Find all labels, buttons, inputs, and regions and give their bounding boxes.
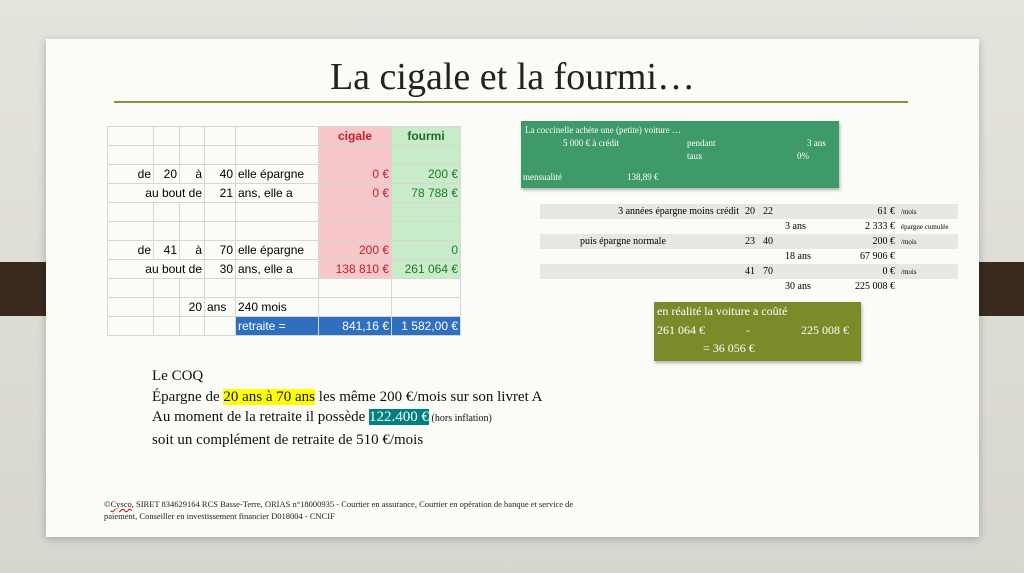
unit: /mois <box>901 268 917 276</box>
reality-minus: - <box>746 323 750 337</box>
table-row <box>540 249 958 264</box>
footer-line-1 <box>104 498 704 510</box>
retraite-fourmi: 1 582,00 € <box>392 317 461 336</box>
years-value: 20 <box>180 298 205 317</box>
table-row <box>108 317 461 336</box>
to: 70 <box>760 264 782 279</box>
from: 41 <box>742 264 760 279</box>
pendant-value: 3 ans <box>807 138 826 148</box>
header-cigale: cigale <box>319 127 392 146</box>
table-row <box>108 260 461 279</box>
comparison-table <box>107 126 461 336</box>
from: 20 <box>742 204 760 219</box>
footer-text: , SIRET 834629164 RCS Basse-Terre, ORIAS n°18000935 - Courtier en assurance, Courtier en opération de banque et service de <box>131 499 574 509</box>
table-row <box>108 146 461 165</box>
months-value: 240 <box>238 300 259 314</box>
duration <box>782 204 842 219</box>
cell: 41 <box>154 241 180 260</box>
coq-line-1 <box>152 387 543 408</box>
table-row <box>108 165 461 184</box>
pendant-label: pendant <box>687 138 716 148</box>
amount: 0 € <box>842 264 898 279</box>
amount: 2 333 € <box>865 221 895 232</box>
copyright-symbol: © <box>104 499 111 509</box>
unit: épargne cumulée <box>901 223 949 231</box>
mensualite-label: mensualité <box>523 172 562 182</box>
cell: de <box>108 165 154 184</box>
cell: 40 <box>205 165 236 184</box>
coq-text-block <box>152 366 543 450</box>
highlight-amount: 122.400 € <box>369 409 430 425</box>
amount: 61 € <box>842 204 898 219</box>
highlight-years: 20 ans à 70 ans <box>223 388 316 405</box>
table-row <box>108 298 461 317</box>
reality-title: en réalité la voiture a coûté <box>657 304 788 318</box>
reality-box <box>654 302 861 361</box>
to: 22 <box>760 204 782 219</box>
cigale-cell: 0 € <box>319 165 392 184</box>
mensualite-value: 138,89 € <box>627 172 659 182</box>
months-label: mois <box>261 300 287 314</box>
cell: 20 <box>154 165 180 184</box>
title-underline <box>114 101 908 103</box>
fourmi-cell: 200 € <box>392 165 461 184</box>
cell: au bout de <box>108 184 205 203</box>
cell: 30 <box>205 260 236 279</box>
cigale-cell: 138 810 € <box>319 260 392 279</box>
cell: elle épargne <box>236 165 319 184</box>
coq-title: Le COQ <box>152 368 204 384</box>
table-row <box>108 241 461 260</box>
brand: Cysco <box>110 499 132 509</box>
cell: elle épargne <box>236 241 319 260</box>
cell: 70 <box>205 241 236 260</box>
credit-text: 5 000 € à crédit <box>563 138 619 148</box>
header-fourmi: fourmi <box>392 127 461 146</box>
slide <box>46 39 979 537</box>
cell: ans, elle a <box>236 260 319 279</box>
text: Épargne de <box>152 388 224 405</box>
row-label: 3 années épargne moins crédit <box>540 204 742 219</box>
reality-right: 225 008 € <box>801 323 849 337</box>
cigale-cell: 0 € <box>319 184 392 203</box>
coccinelle-title: La coccinelle achète une (petite) voiture … <box>525 125 681 135</box>
cell: de <box>108 241 154 260</box>
cell: à <box>180 241 205 260</box>
slide-title: La cigale et la fourmi… <box>329 56 696 98</box>
footer <box>104 498 704 522</box>
from: 23 <box>742 234 760 249</box>
retraite-label: retraite = <box>236 317 319 336</box>
text: les même 200 €/mois sur son livret A <box>315 388 543 405</box>
taux-value: 0% <box>797 151 809 161</box>
cell: ans, elle a <box>236 184 319 203</box>
table-row <box>540 264 958 279</box>
table-row <box>108 279 461 298</box>
amount: 67 906 € <box>860 251 895 262</box>
fourmi-cell: 261 064 € <box>392 260 461 279</box>
cell: à <box>180 165 205 184</box>
cigale-cell: 200 € <box>319 241 392 260</box>
duration: 3 ans <box>785 221 806 232</box>
table-row <box>540 279 958 294</box>
reality-left: 261 064 € <box>657 323 705 337</box>
coq-line-3: soit un complément de retraite de 510 €/mois <box>152 431 424 448</box>
savings-table <box>540 204 958 294</box>
cell: au bout de <box>108 260 205 279</box>
taux-label: taux <box>687 151 703 161</box>
years-label: ans <box>205 298 236 317</box>
table-row <box>540 234 958 249</box>
duration: 30 ans <box>785 281 811 292</box>
text: Au moment de la retraite il possède <box>152 409 370 425</box>
cell: 21 <box>205 184 236 203</box>
table-row <box>540 219 958 234</box>
duration: 18 ans <box>785 251 811 262</box>
footer-line-2: paiement, Conseiller en investissement financier D018004 - CNCIF <box>104 511 335 521</box>
coccinelle-box <box>521 121 839 188</box>
coq-line-2 <box>152 407 543 430</box>
table-row <box>108 184 461 203</box>
to: 40 <box>760 234 782 249</box>
table-row <box>108 127 461 146</box>
fourmi-cell: 78 788 € <box>392 184 461 203</box>
table-row <box>108 222 461 241</box>
table-row <box>108 203 461 222</box>
table-row <box>540 204 958 219</box>
inflation-note: (hors inflation) <box>429 413 492 424</box>
retraite-cigale: 841,16 € <box>319 317 392 336</box>
reality-result: = 36 056 € <box>703 341 755 355</box>
fourmi-cell: 0 <box>392 241 461 260</box>
unit: /mois <box>901 208 917 216</box>
amount: 200 € <box>842 234 898 249</box>
unit: /mois <box>901 238 917 246</box>
amount: 225 008 € <box>855 281 895 292</box>
row-label: puis épargne normale <box>540 234 742 249</box>
